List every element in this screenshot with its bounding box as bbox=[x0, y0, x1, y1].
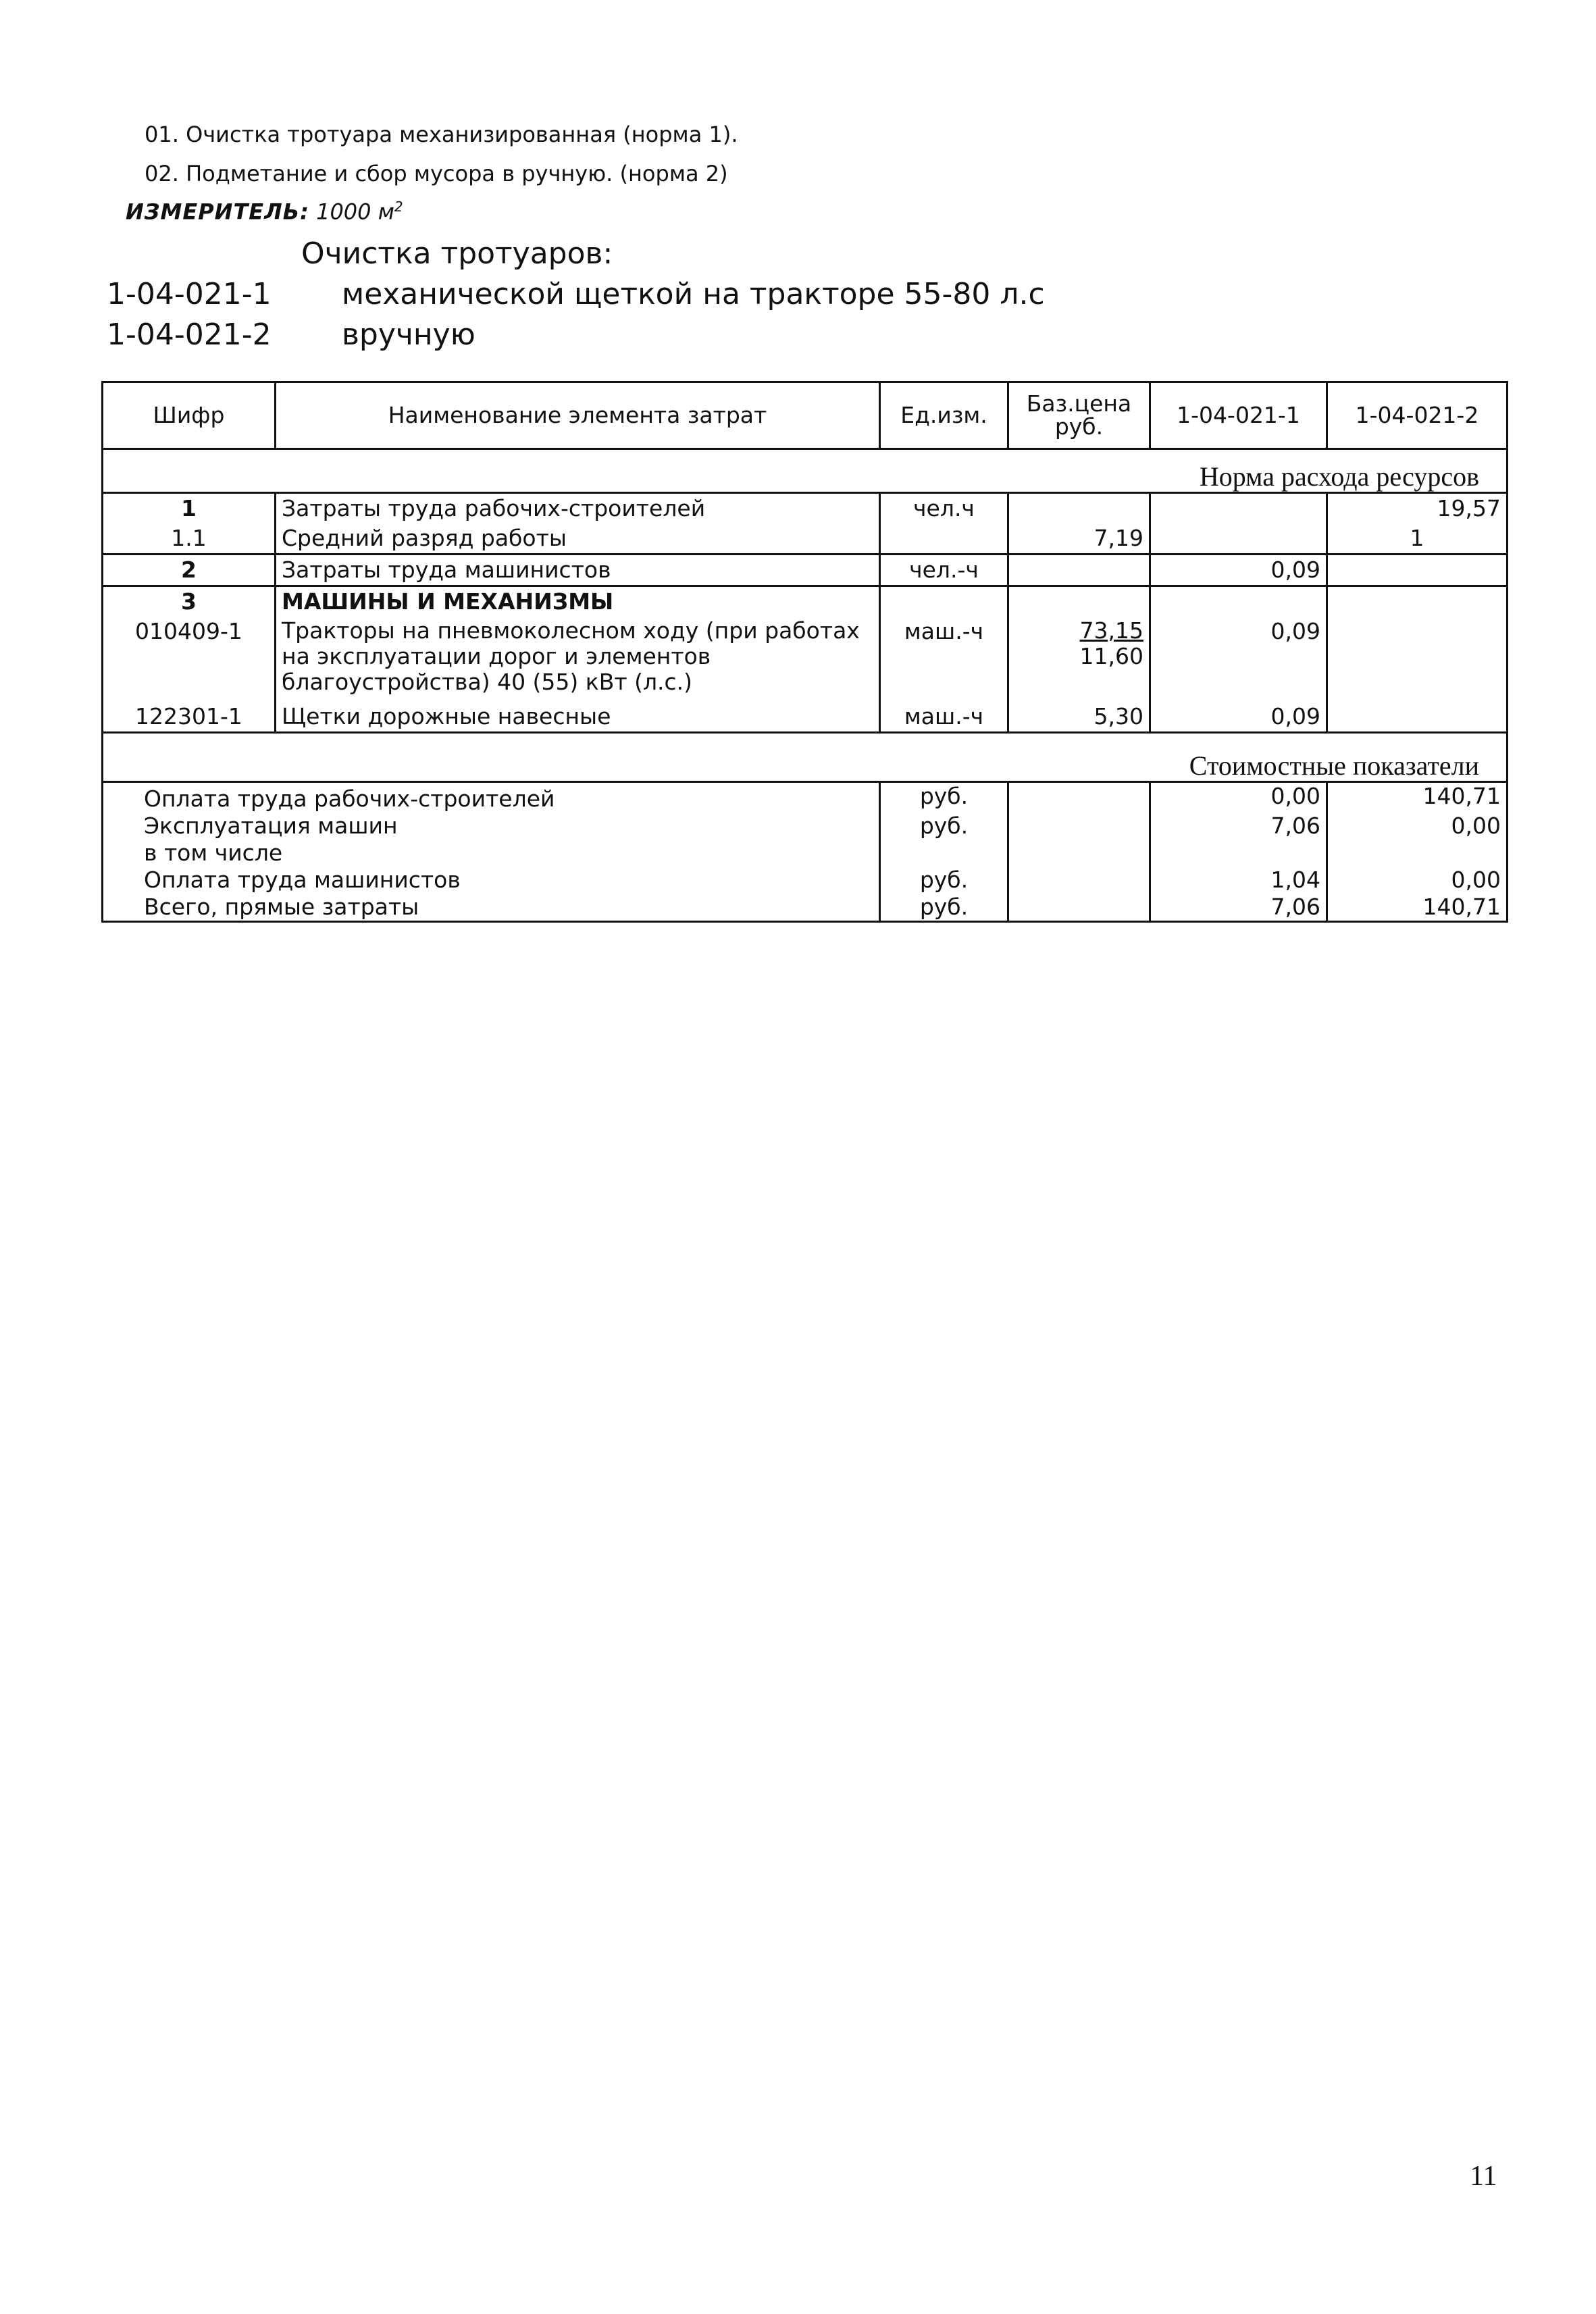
cost-row bbox=[103, 782, 1508, 813]
group-title: Очистка тротуаров: bbox=[301, 236, 613, 271]
row-price-top: 73,15 bbox=[1079, 617, 1143, 644]
measure-sup: 2 bbox=[394, 199, 403, 215]
cost-label: Всего, прямые затраты bbox=[103, 894, 880, 922]
row-norm-2 bbox=[1327, 617, 1508, 696]
row-price-stack bbox=[1008, 617, 1150, 696]
cost-value-2: 0,00 bbox=[1327, 867, 1508, 894]
cost-value-1: 0,00 bbox=[1150, 782, 1327, 813]
col-header-norm-2: 1-04-021-2 bbox=[1327, 382, 1508, 449]
cost-value-1 bbox=[1150, 840, 1327, 867]
row-code: 1.1 bbox=[103, 523, 276, 555]
cost-unit bbox=[880, 840, 1008, 867]
cost-label: Оплата труда рабочих-строителей bbox=[103, 782, 880, 813]
row-norm-1: 0,09 bbox=[1150, 555, 1327, 586]
cost-value-2: 0,00 bbox=[1327, 813, 1508, 840]
row-name: Затраты труда рабочих-строителей bbox=[276, 493, 880, 524]
section-norms-title: Норма расхода ресурсов bbox=[103, 449, 1508, 493]
item-name-1: механической щеткой на тракторе 55-80 л.с bbox=[342, 277, 1045, 311]
cost-value-2 bbox=[1327, 840, 1508, 867]
section-norms-row bbox=[103, 449, 1508, 493]
page-number: 11 bbox=[1470, 2161, 1497, 2192]
col-header-code: Шифр bbox=[103, 382, 276, 449]
col-header-price: Баз.цена руб. bbox=[1008, 382, 1150, 449]
cost-unit: руб. bbox=[880, 782, 1008, 813]
table-row-section-machines bbox=[103, 586, 1508, 617]
row-price-bottom: 11,60 bbox=[1079, 643, 1143, 669]
cost-unit: руб. bbox=[880, 813, 1008, 840]
row-code: 2 bbox=[103, 555, 276, 586]
cost-row bbox=[103, 813, 1508, 840]
table-row bbox=[103, 493, 1508, 524]
cost-value-2: 140,71 bbox=[1327, 782, 1508, 813]
row-price: 5,30 bbox=[1008, 696, 1150, 733]
cost-unit: руб. bbox=[880, 867, 1008, 894]
row-norm-1 bbox=[1150, 523, 1327, 555]
table-row bbox=[103, 523, 1508, 555]
col-header-unit: Ед.изм. bbox=[880, 382, 1008, 449]
row-name-line: Тракторы на пневмоколесном ходу (при работах bbox=[282, 617, 860, 644]
measure-line bbox=[126, 199, 403, 225]
cost-row bbox=[103, 867, 1508, 894]
cost-label: Эксплуатация машин bbox=[103, 813, 880, 840]
row-unit: маш.-ч bbox=[880, 696, 1008, 733]
item-code-2: 1-04-021-2 bbox=[107, 317, 272, 352]
row-unit: маш.-ч bbox=[880, 617, 1008, 696]
col-header-norm-1: 1-04-021-1 bbox=[1150, 382, 1327, 449]
cost-row bbox=[103, 840, 1508, 867]
row-code: 010409-1 bbox=[103, 617, 276, 696]
row-name: Щетки дорожные навесные bbox=[276, 696, 880, 733]
col-header-name: Наименование элемента затрат bbox=[276, 382, 880, 449]
row-code: 122301-1 bbox=[103, 696, 276, 733]
row-norm-2: 19,57 bbox=[1327, 493, 1508, 524]
cost-value-1: 1,04 bbox=[1150, 867, 1327, 894]
intro-line-2: 02. Подметание и сбор мусора в ручную. (норма 2) bbox=[145, 161, 728, 186]
cost-label: Оплата труда машинистов bbox=[103, 867, 880, 894]
row-name: МАШИНЫ И МЕХАНИЗМЫ bbox=[276, 586, 880, 617]
row-norm-2 bbox=[1327, 555, 1508, 586]
row-norm-1: 0,09 bbox=[1150, 617, 1327, 696]
table-row bbox=[103, 555, 1508, 586]
cost-value-1: 7,06 bbox=[1150, 894, 1327, 922]
section-costs-title: Стоимостные показатели bbox=[103, 733, 1508, 782]
row-price bbox=[1008, 493, 1150, 524]
row-name: Средний разряд работы bbox=[276, 523, 880, 555]
intro-line-1: 01. Очистка тротуара механизированная (норма 1). bbox=[145, 122, 738, 147]
resource-norm-table bbox=[101, 381, 1508, 923]
row-unit: чел.ч bbox=[880, 493, 1008, 524]
table-header-row bbox=[103, 382, 1508, 449]
cost-value-2: 140,71 bbox=[1327, 894, 1508, 922]
cost-unit: руб. bbox=[880, 894, 1008, 922]
measure-value: 1000 м bbox=[316, 199, 394, 225]
row-code: 3 bbox=[103, 586, 276, 617]
cost-value-1: 7,06 bbox=[1150, 813, 1327, 840]
item-code-1: 1-04-021-1 bbox=[107, 277, 272, 311]
row-unit: чел.-ч bbox=[880, 555, 1008, 586]
row-code: 1 bbox=[103, 493, 276, 524]
row-norm-2: 1 bbox=[1327, 523, 1508, 555]
row-norm-1: 0,09 bbox=[1150, 696, 1327, 733]
row-unit bbox=[880, 523, 1008, 555]
section-costs-row bbox=[103, 733, 1508, 782]
cost-row-total bbox=[103, 894, 1508, 922]
row-price bbox=[1008, 555, 1150, 586]
table-row bbox=[103, 696, 1508, 733]
item-name-2: вручную bbox=[342, 317, 475, 352]
row-name-line: на эксплуатации дорог и элементов bbox=[282, 643, 711, 669]
measure-label: ИЗМЕРИТЕЛЬ: bbox=[126, 199, 309, 225]
row-norm-1 bbox=[1150, 493, 1327, 524]
row-norm-2 bbox=[1327, 696, 1508, 733]
row-name-multiline bbox=[276, 617, 880, 696]
row-name-line: благоустройства) 40 (55) кВт (л.с.) bbox=[282, 669, 693, 695]
cost-label: в том числе bbox=[103, 840, 880, 867]
row-name: Затраты труда машинистов bbox=[276, 555, 880, 586]
row-price: 7,19 bbox=[1008, 523, 1150, 555]
table-row bbox=[103, 617, 1508, 696]
